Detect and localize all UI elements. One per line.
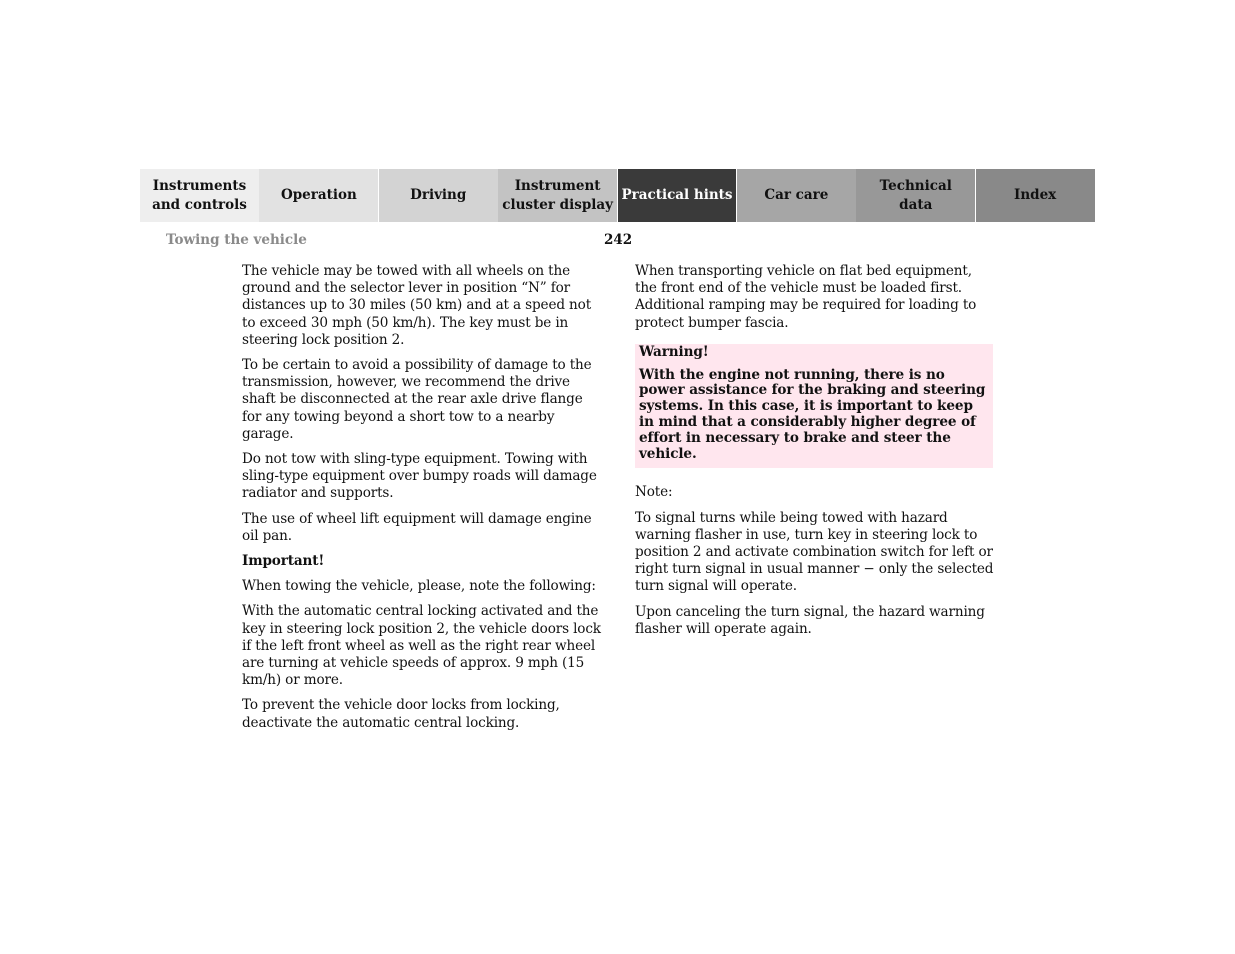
warning-title: Warning! — [639, 343, 709, 360]
warning-box — [635, 344, 993, 469]
left-column — [242, 263, 602, 740]
tab-instruments-and-controls[interactable]: Instruments and controls — [140, 169, 259, 222]
page-number: 242 — [604, 232, 633, 248]
tab-car-care[interactable]: Car care — [737, 169, 856, 222]
page-header — [0, 232, 1235, 252]
paragraph: To prevent the vehicle door locks from locking, deactivate the automatic central locking. — [242, 697, 560, 731]
tab-instrument-cluster-display[interactable]: Instrument cluster display — [498, 169, 617, 222]
tab-driving[interactable]: Driving — [379, 169, 498, 222]
right-column — [635, 263, 995, 646]
note-label: Note: — [635, 484, 673, 501]
paragraph: When transporting vehicle on flat bed equipment, the front end of the vehicle must be loaded first. Additional ramping may be required for loading to protect bumper fascia. — [635, 263, 977, 331]
tab-index[interactable]: Index — [976, 169, 1095, 222]
chapter-nav — [140, 169, 1095, 222]
paragraph: To signal turns while being towed with hazard warning flasher in use, turn key in steering lock to position 2 and activate combination switch for left or right turn signal in usual manner − only the selected turn signal will operate. — [635, 509, 994, 595]
paragraph: Do not tow with sling-type equipment. Towing with sling-type equipment over bumpy roads will damage radiator and supports. — [242, 451, 597, 502]
paragraph: To be certain to avoid a possibility of damage to the transmission, however, we recommend the drive shaft be disconnected at the rear axle drive flange for any towing beyond a short tow to a nearby garage. — [242, 357, 592, 442]
tab-operation[interactable]: Operation — [259, 169, 378, 222]
paragraph: With the automatic central locking activated and the key in steering lock position 2, the vehicle doors lock if the left front wheel as well as the right rear wheel are turning at vehicle speeds of approx. 9 mph (15 km/h) or more. — [242, 603, 601, 689]
paragraph: When towing the vehicle, please, note the following: — [242, 578, 596, 595]
important-label: Important! — [242, 553, 325, 570]
paragraph: The vehicle may be towed with all wheels on the ground and the selector lever in position “N” for distances up to 30 miles (50 km) and at a speed not to exceed 30 mph (50 km/h). The key must be in steering lock position 2. — [242, 263, 592, 348]
paragraph: The use of wheel lift equipment will damage engine oil pan. — [242, 510, 592, 544]
tab-technical-data[interactable]: Technical data — [856, 169, 975, 222]
section-title: Towing the vehicle — [166, 232, 307, 248]
warning-text: With the engine not running, there is no power assistance for the braking and steering systems. In this case, it is important to keep in mind that a considerably higher degree of effort in necessary to brake and steer the vehicle. — [639, 366, 986, 462]
paragraph: Upon canceling the turn signal, the hazard warning flasher will operate again. — [635, 603, 985, 637]
tab-practical-hints[interactable]: Practical hints — [618, 169, 737, 222]
